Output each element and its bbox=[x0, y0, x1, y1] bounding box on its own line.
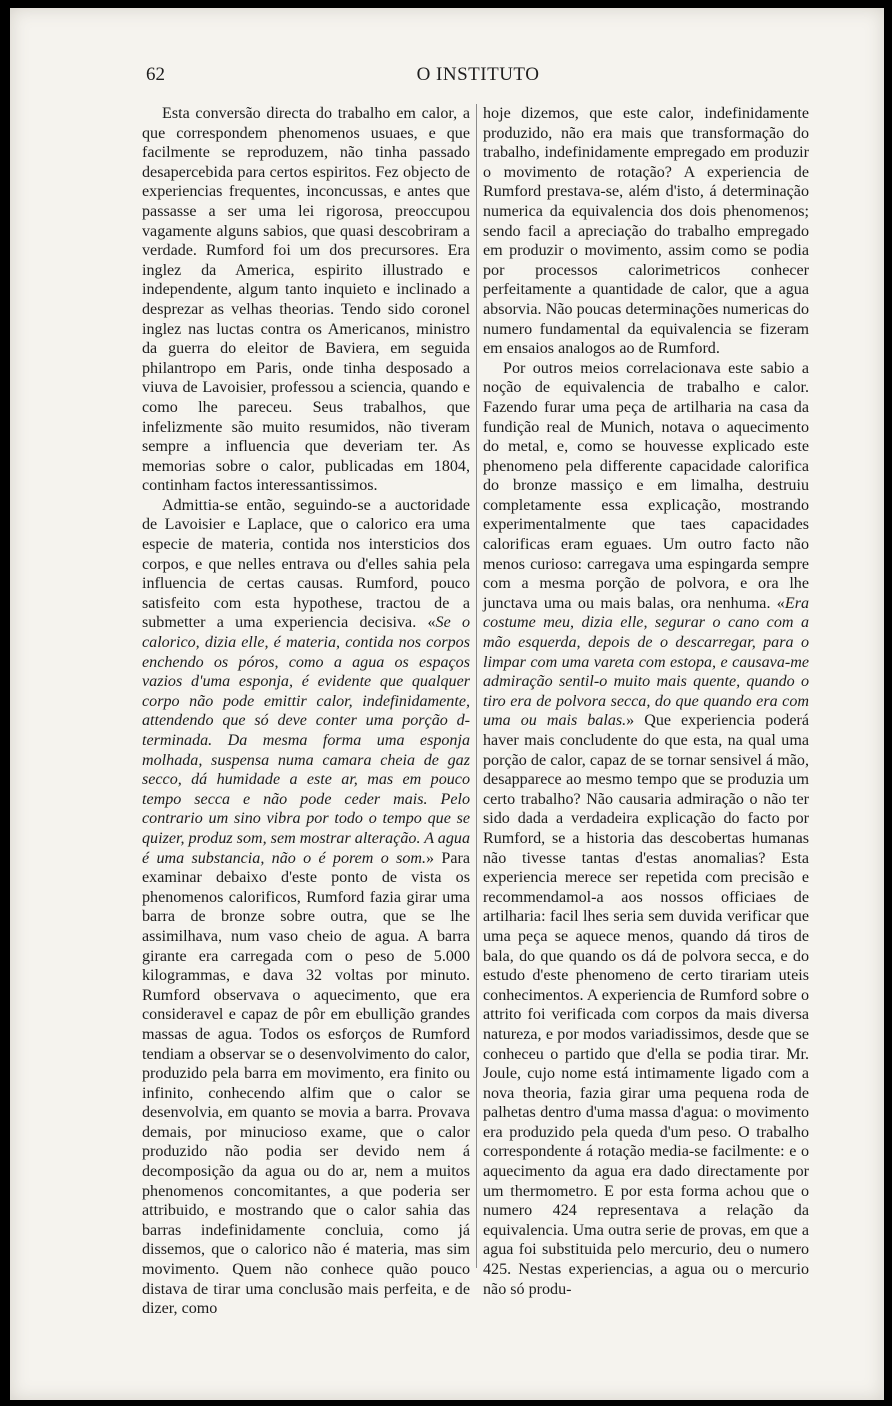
paragraph-text: » Que experiencia poderá haver mais concludente do que esta, na qual uma porção de calor, capaz de se tornar sensivel á mão, desapparece ao mesmo tempo que se produzia um certo trabalho? Não causaria admiração o não ter sido dada a verdadeira explicação do facto por Rumford, se a historia das descobertas humanas não tivesse tantas d'estas anomalias? Esta experiencia merece ser repetida com precisão e recommendamol-a aos nossos officiaes de artilharia: facil lhes seria sem duvida verificar que uma peça se aquece menos, quando dá tiros de bala, do que quando os dá de polvora secca, e do estudo d'este phenomeno de certo tirariam uteis conhecimentos. A experiencia de Rumford sobre o attrito foi verificada com corpos da mais diversa natureza, e por modos variadissimos, desde que se conheceu o partido que d'ella se podia tirar. Mr. Joule, cujo nome está intimamente ligado com a nova theoria, fazia girar uma pequena roda de palhetas dentro d'uma massa d'agua: o movimento era produzido pela queda d'um peso. O trabalho correspondente á rotação media-se facilmente: e o aquecimento da agua era dado directamente por um thermometro. E por esta forma achou que o numero 424 representava a relação da equivalencia. Uma outra serie de provas, em que a agua foi substituida pelo mercurio, deu o numero 425. Nestas experiencias, a agua ou o mercurio não só produ- bbox=[483, 712, 809, 1298]
paragraph bbox=[483, 359, 809, 1300]
column-divider bbox=[476, 104, 477, 1268]
paragraph-text: Admittia-se então, seguindo-se a auctoridade de Lavoisier e Laplace, que o calorico era uma especie de materia, contida nos intersticios dos corpos, e que nelles entrava ou d'elles sahia pela influencia de certas causas. Rumford, pouco satisfeito com esta hypothese, tractou de a submetter a uma experiencia decisiva. « bbox=[142, 496, 470, 632]
paragraph-text: Por outros meios correlacionava este sabio a noção de equivalencia de trabalho e calor. Fazendo furar uma peça de artilharia na casa da fundição real de Munich, notava o aquecimento do metal, e, como se houvesse explicado este phenomeno pela differente capacidade calorifica do bronze massiço e em limalha, destruiu completamente essa explicação, mostrando experimentalmente que taes capacidades calorificas eram eguaes. Um outro facto não menos curioso: carregava uma espingarda sempre com a mesma porção de polvora, e ora lhe junctava uma ou mais balas, ora nenhuma. « bbox=[483, 359, 809, 612]
paragraph: Esta conversão directa do trabalho em calor, a que correspondem phenomenos usuaes, e que facilmente se reproduzem, não tinha passado desapercebida para certos espiritos. Fez objecto de experiencias frequentes, inconcussas, e antes que passasse a ser uma lei rigorosa, preoccupou vagamente alguns sabios, que quasi descobriram a verdade. Rumford foi um dos precursores. Era inglez da America, espirito illustrado e independente, algum tanto inquieto e inclinado a desprezar as velhas theorias. Tendo sido coronel inglez nas luctas contra os Americanos, ministro da guerra do eleitor de Baviera, em seguida philantropo em Paris, onde tinha desposado a viuva de Lavoisier, professou a sciencia, quando e como lhe pareceu. Seus trabalhos, que infelizmente são muito resumidos, não tiveram sempre a influencia que deveriam ter. As memorias sobre o calor, publicadas em 1804, continham factos interessantissimos. bbox=[142, 105, 470, 495]
page-number: 62 bbox=[146, 64, 165, 85]
right-column bbox=[483, 104, 809, 1299]
running-title: O INSTITUTO bbox=[416, 64, 540, 85]
paragraph-text: » Para examinar debaixo d'este ponto de vista os phenomenos calorificos, Rumford fazia girar uma barra de bronze sobre outra, que se lhe assimilhava, num vaso cheio de agua. A barra girante era carregada com o peso de 5.000 kilogrammas, e dava 32 voltas por minuto. Rumford observava o aquecimento, que era consideravel e capaz de pôr em ebullição grandes massas de agua. Todos os esforços de Rumford tendiam a observar se o desenvolvimento do calor, produzido pela barra em movimento, era finito ou infinito, conhecendo alfim que o calor se desenvolvia, em quanto se movia a barra. Provava demais, por minucioso exame, que o calor produzido não podia ser devido nem á decomposição da agua ou do ar, nem a muitos phenomenos concomitantes, a que poderia ser attribuido, e mostrando que o calor sahia das barras indefinidamente concluia, como já dissemos, que o calorico não é materia, mas sim movimento. Quem não conhece quão pouco distava de tirar uma conclusão mais perfeita, e de dizer, como bbox=[142, 849, 470, 1318]
quotation: Era costume meu, dizia elle, segurar o cano com a mão esquerda, depois de o descarregar, para o limpar com uma vareta com estopa, e causava-me admiração sentil-o muito mais quente, quando o tiro era de polvora secca, do que quando era com uma ou mais balas. bbox=[483, 594, 809, 730]
page-header bbox=[146, 64, 810, 86]
paragraph bbox=[142, 496, 470, 1319]
quotation: Se o calorico, dizia elle, é materia, contida nos corpos enchendo os póros, como a agua os espaços vazios d'uma esponja, é evidente que qualquer corpo não pode emittir calor, indefinidamente, attendendo que só deve conter uma porção d-terminada. Da mesma forma uma esponja molhada, suspensa numa camara cheia de gaz secco, dá humidade a este ar, mas em pouco tempo secca e não pode ceder mais. Pelo contrario um sino vibra por todo o tempo que se quizer, produz som, sem mostrar alteração. A agua é uma substancia, não o é porem o som. bbox=[142, 614, 470, 867]
paragraph: hoje dizemos, que este calor, indefinidamente produzido, não era mais que transformação do trabalho, indefinidamente empregado em produzir o movimento de rotação? A experiencia de Rumford prestava-se, além d'isto, á determinação numerica da equivalencia dos dois phenomenos; sendo facil a apreciação do trabalho empregado em produzir o movimento, assim como se podia por processos calorimetricos conhecer perfeitamente a quantidade de calor, que a agua absorvia. Não poucas determinações numericas do numero fundamental da equivalencia se fizeram em ensaios analogos ao de Rumford. bbox=[483, 105, 809, 358]
left-column bbox=[142, 104, 470, 1319]
